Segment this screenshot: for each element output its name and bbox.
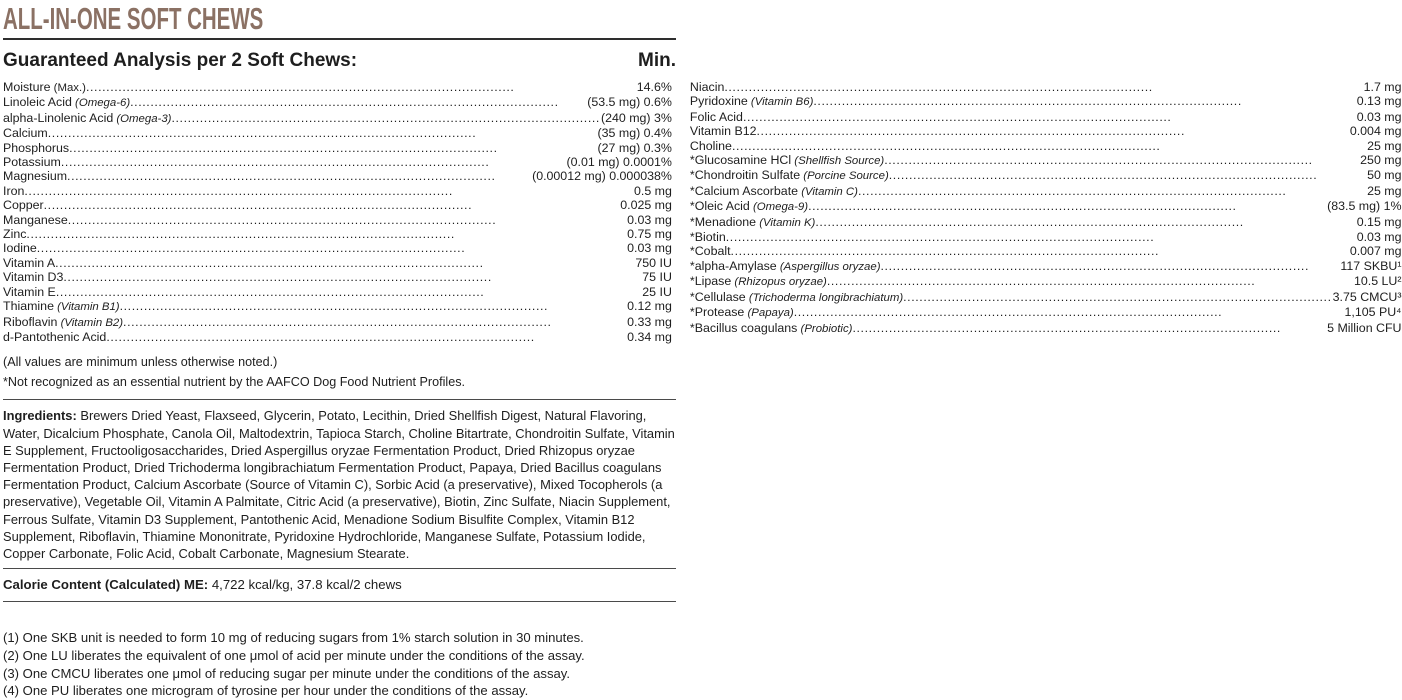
nutrient-name: *Menadione (Vitamin K) xyxy=(689,214,816,229)
nutrient-value: 3.75 CMCU³ xyxy=(1332,289,1402,304)
ga-row xyxy=(690,80,1402,94)
ga-row xyxy=(3,95,672,110)
dot-leader xyxy=(56,285,641,299)
ga-row xyxy=(3,155,672,169)
divider-above-ingredients xyxy=(3,399,676,400)
nutrient-name: Linoleic Acid (Omega-6) xyxy=(3,95,131,110)
ga-row xyxy=(3,285,672,299)
page-title: ALL-IN-ONE SOFT CHEWS xyxy=(3,1,264,36)
nutrient-value: 0.75 mg xyxy=(627,227,672,242)
nutrient-value: 1,105 PU⁴ xyxy=(1344,305,1402,320)
ingredients-label: Ingredients: xyxy=(3,408,77,424)
footnote-1: (1) One SKB unit is needed to form 10 mg of reducing sugars from 1% starch solution in 30 minutes. xyxy=(3,630,584,646)
note-minimum-values: (All values are minimum unless otherwise noted.) xyxy=(3,355,278,370)
nutrient-value: (35 mg) 0.4% xyxy=(597,126,672,141)
guaranteed-analysis-header xyxy=(3,50,676,72)
nutrient-name: Niacin xyxy=(689,80,725,94)
nutrient-name: Magnesium xyxy=(3,169,68,184)
analysis-notes xyxy=(3,355,676,390)
ga-row xyxy=(3,169,672,183)
nutrient-qualifier: (Vitamin C) xyxy=(798,185,858,198)
ga-row xyxy=(3,241,672,255)
ga-row xyxy=(690,290,1402,305)
ga-row xyxy=(690,244,1402,258)
ga-row xyxy=(690,139,1402,153)
nutrient-name: *Glucosamine HCl (Shellfish Source) xyxy=(689,153,885,168)
dot-leader xyxy=(63,270,641,284)
ga-row xyxy=(690,153,1402,168)
dot-leader xyxy=(881,259,1340,273)
nutrient-name: Calcium xyxy=(3,126,48,141)
calorie-content xyxy=(3,577,676,593)
ga-row xyxy=(690,199,1402,214)
nutrient-name: *Chondroitin Sulfate (Porcine Source) xyxy=(689,168,889,183)
ga-row xyxy=(690,124,1402,138)
ga-row xyxy=(690,168,1402,183)
nutrient-qualifier: (Vitamin B1) xyxy=(53,301,120,314)
nutrient-name: *alpha-Amylase (Aspergillus oryzae) xyxy=(689,258,881,273)
dot-leader xyxy=(123,315,626,329)
dot-leader xyxy=(726,230,1356,244)
nutrient-value: 250 mg xyxy=(1360,153,1402,168)
nutrient-value: 1.7 mg xyxy=(1363,80,1402,94)
dot-leader xyxy=(808,199,1326,213)
nutrient-value: (83.5 mg) 1% xyxy=(1327,199,1402,214)
ga-row xyxy=(690,321,1402,336)
ga-row xyxy=(3,141,672,155)
nutrient-name: Thiamine (Vitamin B1) xyxy=(3,299,120,314)
dot-leader xyxy=(67,169,531,183)
ga-row xyxy=(690,94,1402,109)
dot-leader xyxy=(48,126,597,140)
nutrient-qualifier: (Max.) xyxy=(50,82,86,94)
dot-leader xyxy=(61,155,566,169)
nutrient-name: *Calcium Ascorbate (Vitamin C) xyxy=(689,183,858,198)
ga-row xyxy=(690,274,1402,289)
note-aafco: *Not recognized as an essential nutrient by the AAFCO Dog Food Nutrient Profiles. xyxy=(3,375,466,390)
nutrient-value: 50 mg xyxy=(1367,168,1402,183)
dot-leader xyxy=(120,299,627,313)
nutrient-name: Vitamin A xyxy=(3,255,56,270)
nutrient-qualifier: (Vitamin B2) xyxy=(57,316,124,329)
nutrient-name: *Cellulase (Trichoderma longibrachiatum) xyxy=(689,289,904,304)
nutrient-name: Manganese xyxy=(3,212,68,227)
nutrient-value: 25 mg xyxy=(1367,138,1402,153)
nutrient-name: Moisture (Max.) xyxy=(3,80,86,94)
ga-row xyxy=(3,80,672,95)
nutrient-name: Copper xyxy=(3,198,44,213)
ga-row xyxy=(3,111,672,126)
dot-leader xyxy=(130,95,586,109)
nutrient-qualifier: (Rhizopus oryzae) xyxy=(731,276,827,289)
nutrient-value: 0.34 mg xyxy=(627,329,672,344)
nutrient-name: Vitamin D3 xyxy=(3,270,64,285)
nutrient-name: alpha-Linolenic Acid (Omega-3) xyxy=(3,110,172,125)
nutrient-qualifier: (Trichoderma longibrachiatum) xyxy=(745,291,904,304)
nutrient-value: 0.15 mg xyxy=(1356,214,1402,229)
nutrient-value: (0.01 mg) 0.0001% xyxy=(566,155,672,170)
dot-leader xyxy=(852,321,1326,335)
guaranteed-analysis-heading: Guaranteed Analysis per 2 Soft Chews: xyxy=(3,50,358,71)
nutrient-value: 0.004 mg xyxy=(1349,124,1402,139)
ga-row xyxy=(690,110,1402,124)
dot-leader xyxy=(884,153,1359,167)
ga-row xyxy=(3,184,672,198)
dot-leader xyxy=(55,256,634,270)
nutrient-name: Vitamin E xyxy=(3,284,56,299)
dot-leader xyxy=(794,305,1344,319)
divider-below-calories xyxy=(3,601,676,602)
ga-row xyxy=(3,330,672,344)
divider-above-calories xyxy=(3,568,676,569)
ga-row xyxy=(3,315,672,330)
ga-column-left xyxy=(3,80,672,344)
dot-leader xyxy=(731,244,1349,258)
calorie-value: 4,722 kcal/kg, 37.8 kcal/2 chews xyxy=(211,577,402,593)
nutrient-name: Folic Acid xyxy=(689,109,743,124)
dot-leader xyxy=(44,198,620,212)
min-column-label: Min. xyxy=(638,50,676,71)
dot-leader xyxy=(903,290,1332,304)
nutrient-name: *Protease (Papaya) xyxy=(689,305,794,320)
dot-leader xyxy=(827,274,1353,288)
divider-top xyxy=(3,38,676,40)
nutrient-qualifier: (Papaya) xyxy=(744,307,794,320)
nutrient-name: *Cobalt xyxy=(689,244,731,259)
ga-row xyxy=(3,270,672,284)
nutrient-value: (240 mg) 3% xyxy=(600,110,672,125)
nutrient-name: Phosphorus xyxy=(3,140,70,155)
dot-leader xyxy=(732,139,1366,153)
nutrient-value: 750 IU xyxy=(635,255,672,270)
dot-leader xyxy=(37,241,626,255)
dot-leader xyxy=(26,227,626,241)
nutrient-value: (0.00012 mg) 0.000038% xyxy=(532,169,672,184)
nutrient-name: Vitamin B12 xyxy=(689,124,757,139)
nutrient-name: *Oleic Acid (Omega-9) xyxy=(689,199,809,214)
nutrient-qualifier: (Omega-3) xyxy=(113,112,172,125)
nutrient-qualifier: (Omega-6) xyxy=(71,97,131,110)
dot-leader xyxy=(813,94,1355,108)
nutrient-value: 0.5 mg xyxy=(634,183,672,198)
nutrient-value: 0.03 mg xyxy=(627,212,672,227)
nutrient-value: (53.5 mg) 0.6% xyxy=(587,95,672,110)
nutrient-value: 0.025 mg xyxy=(620,198,672,213)
nutrient-qualifier: (Vitamin K) xyxy=(756,216,816,229)
nutrient-value: (27 mg) 0.3% xyxy=(597,140,672,155)
nutrient-name: *Biotin xyxy=(689,230,726,245)
nutrient-value: 0.03 mg xyxy=(1356,230,1402,245)
ga-row xyxy=(690,184,1402,199)
footnote-3: (3) One CMCU liberates one μmol of reducing sugar per minute under the conditions of the assay. xyxy=(3,665,570,681)
nutrient-name: Pyridoxine (Vitamin B6) xyxy=(689,94,814,109)
guaranteed-analysis-table xyxy=(3,80,1402,344)
nutrient-qualifier: (Probiotic) xyxy=(797,322,853,335)
nutrient-name: Zinc xyxy=(3,227,27,242)
nutrient-name: Potassium xyxy=(3,155,61,170)
nutrient-name: Riboflavin (Vitamin B2) xyxy=(3,314,124,329)
ingredients-text: Brewers Dried Yeast, Flaxseed, Glycerin, Potato, Lecithin, Dried Shellfish Digest, Natural Flavoring, Water, Dicalcium Phosphate, Canola Oil, Maltodextrin, Tapioca Starch, Choline Bitartrate, Chondroitin Sulfate, Vitamin E Supplement, Fructooligosaccharides, Dried Aspergillus oryzae Fermentation Product, Dried Rhizopus oryzae Fermentation Product, Dried Trichoderma longibrachiatum Fermentation Product, Papaya, Dried Bacillus coagulans Fermentation Product, Calcium Ascorbate (Source of Vitamin C), Sorbic Acid (a preservative), Mixed Tocopherols (a preservative), Vegetable Oil, Vitamin A Palmitate, Citric Acid (a preservative), Biotin, Zinc Sulfate, Niacin Supplement, Ferrous Sulfate, Vitamin D3 Supplement, Pantothenic Acid, Menadione Sodium Bisulfite Complex, Vitamin B12 Supplement, Riboflavin, Thiamine Mononitrate, Pyridoxine Hydrochloride, Manganese Sulfate, Potassium Iodide, Copper Carbonate, Folic Acid, Cobalt Carbonate, Magnesium Stearate. xyxy=(3,408,675,561)
nutrient-value: 25 IU xyxy=(642,284,672,299)
nutrient-name: *Lipase (Rhizopus oryzae) xyxy=(689,274,827,289)
ga-row xyxy=(690,259,1402,274)
ga-row xyxy=(690,305,1402,320)
ga-column-right xyxy=(690,80,1402,344)
ga-row xyxy=(3,198,672,212)
ga-row xyxy=(3,213,672,227)
nutrient-qualifier: (Vitamin B6) xyxy=(747,96,814,109)
ga-row xyxy=(690,215,1402,230)
dot-leader xyxy=(757,124,1349,138)
nutrient-value: 0.007 mg xyxy=(1349,244,1402,259)
nutrient-value: 0.33 mg xyxy=(627,314,672,329)
nutrient-value: 117 SKBU¹ xyxy=(1340,258,1402,273)
dot-leader xyxy=(86,80,636,94)
ga-row xyxy=(690,230,1402,244)
nutrient-name: d-Pantothenic Acid xyxy=(3,329,107,344)
dot-leader xyxy=(889,168,1366,182)
nutrient-qualifier: (Omega-9) xyxy=(749,201,809,214)
dot-leader xyxy=(106,330,626,344)
ga-row xyxy=(3,256,672,270)
nutrient-qualifier: (Shellfish Source) xyxy=(791,155,885,168)
dot-leader xyxy=(743,110,1356,124)
nutrient-value: 0.12 mg xyxy=(627,299,672,314)
nutrient-name: Choline xyxy=(689,138,732,153)
nutrient-value: 5 Million CFU xyxy=(1327,320,1402,335)
nutrient-name: Iodine xyxy=(3,241,37,256)
nutrient-name: *Bacillus coagulans (Probiotic) xyxy=(689,320,853,335)
nutrient-qualifier: (Aspergillus oryzae) xyxy=(776,260,881,273)
dot-leader xyxy=(724,80,1362,94)
nutrient-value: 0.13 mg xyxy=(1356,94,1402,109)
ingredients-paragraph xyxy=(3,407,676,562)
nutrient-name: Iron xyxy=(3,183,25,198)
dot-leader xyxy=(69,141,596,155)
calorie-label: Calorie Content (Calculated) ME: xyxy=(3,577,209,593)
ga-row xyxy=(3,227,672,241)
dot-leader xyxy=(858,184,1366,198)
ga-row xyxy=(3,126,672,140)
nutrient-value: 25 mg xyxy=(1367,183,1402,198)
nutrient-value: 0.03 mg xyxy=(627,241,672,256)
footnote-4: (4) One PU liberates one microgram of tyrosine per hour under the conditions of the assay. xyxy=(3,683,529,699)
nutrient-value: 0.03 mg xyxy=(1356,109,1402,124)
nutrient-value: 75 IU xyxy=(642,270,672,285)
dot-leader xyxy=(171,111,600,125)
ga-row xyxy=(3,299,672,314)
footnotes xyxy=(3,629,676,700)
nutrient-value: 10.5 LU² xyxy=(1353,274,1402,289)
dot-leader xyxy=(68,213,626,227)
nutrient-qualifier: (Porcine Source) xyxy=(800,170,889,183)
nutrient-value: 14.6% xyxy=(636,80,672,94)
dot-leader xyxy=(24,184,633,198)
footnote-2: (2) One LU liberates the equivalent of one μmol of acid per minute under the conditions of the assay. xyxy=(3,647,585,663)
dot-leader xyxy=(815,215,1355,229)
